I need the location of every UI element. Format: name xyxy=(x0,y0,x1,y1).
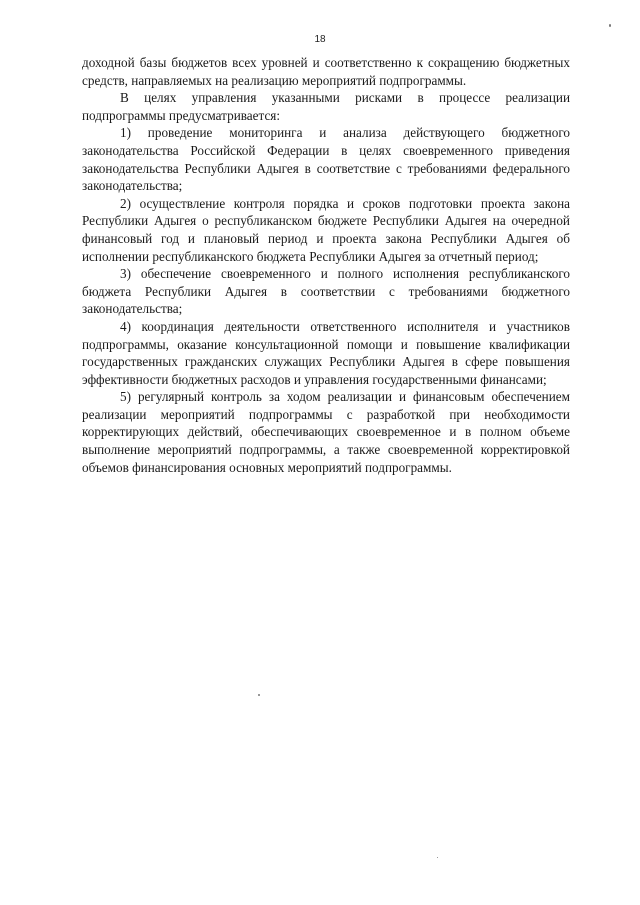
list-item-3-execution: 3) обеспечение своевременного и полного исполнения республиканского бюджета Республики Адыгея в соответствии с требованиями бюджетного законодательства; xyxy=(82,266,570,317)
page-number: 18 xyxy=(314,34,326,45)
scan-speck xyxy=(609,24,611,27)
document-body xyxy=(82,54,570,476)
paragraph-continuation: доходной базы бюджетов всех уровней и соответственно к сокращению бюджетных средств, направляемых на реализацию мероприятий подпрограммы. xyxy=(82,55,570,88)
paragraph-risk-management-intro: В целях управления указанными рисками в процессе реализации подпрограммы предусматривается: xyxy=(82,90,570,123)
list-item-2-control: 2) осуществление контроля порядка и сроков подготовки проекта закона Республики Адыгея о республиканском бюджете Республики Адыгея на очередной финансовый год и плановый период и проекта закона Республики Адыгея об исполнении республиканского бюджета Республики Адыгея за отчетный период; xyxy=(82,195,570,264)
list-item-4-coordination: 4) координация деятельности ответственного исполнителя и участников подпрограммы, оказание консультационной помощи и повышение квалификации государственных гражданских служащих Республики Адыгея в сфере повышения эффективности бюджетных расходов и управления государственными финансами; xyxy=(82,318,570,387)
scan-speck xyxy=(258,694,260,696)
scan-speck xyxy=(437,857,438,858)
list-item-1-monitoring: 1) проведение мониторинга и анализа действующего бюджетного законодательства Российской Федерации в целях своевременного приведения законодательства Республики Адыгея в соответствие с требованиями федерального законодательства; xyxy=(82,125,570,194)
list-item-5-regular-control: 5) регулярный контроль за ходом реализации и финансовым обеспечением реализации мероприятий подпрограммы с разработкой при необходимости корректирующих действий, обеспечивающих своевременное и в полном объеме выполнение мероприятий подпрограммы, а также своевременной корректировкой объемов финансирования основных мероприятий подпрограммы. xyxy=(82,389,570,475)
